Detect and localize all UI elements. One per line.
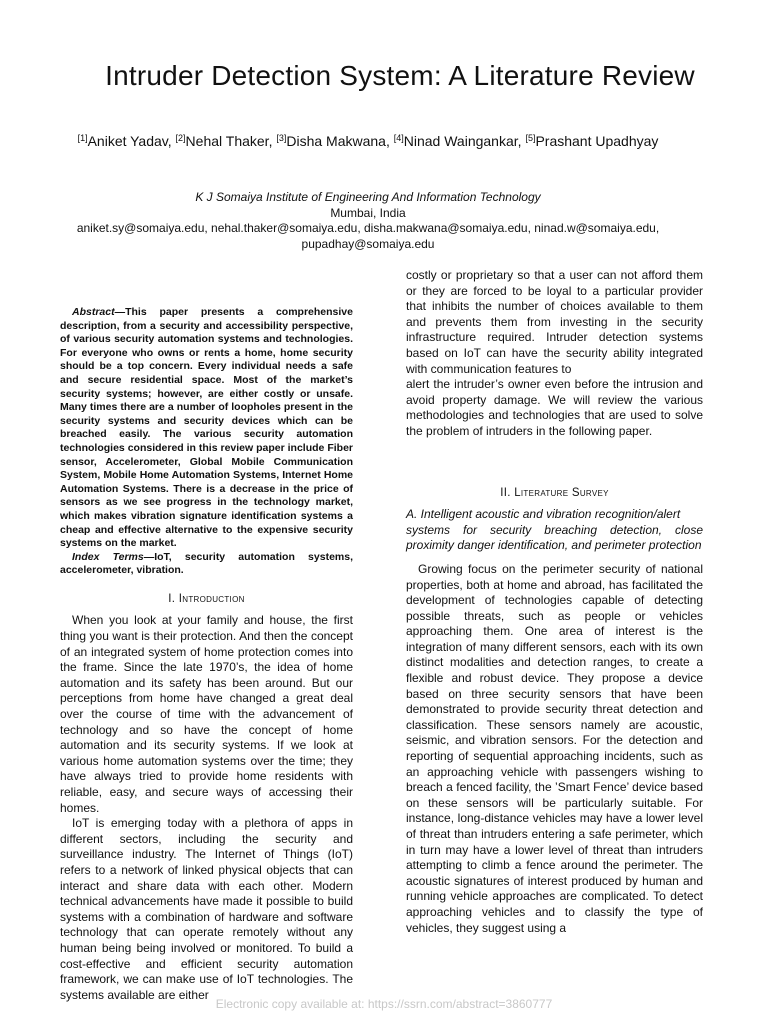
ssrn-footer-watermark: Electronic copy available at: https://ssrn.com/abstract=3860777 [215, 997, 553, 1011]
author-marker: [4] [393, 133, 404, 143]
index-terms-text: —IoT, security automation systems, accelerometer, vibration. [60, 550, 353, 577]
index-terms-label: Index Terms [72, 550, 144, 563]
author-name: Prashant Upadhyay [535, 133, 659, 149]
author-emails-line2: pupadhay@somaiya.edu [301, 236, 435, 251]
author-marker: [2] [175, 133, 186, 143]
section-heading-literature-survey: II. Literature Survey [500, 486, 609, 499]
author-name: Ninad Waingankar, [403, 133, 526, 149]
right-column [406, 268, 703, 936]
intro-continued-paragraph: costly or proprietary so that a user can not afford them or they are forced to be loyal to a particular provider that inhibits the number of choices available to them and prevents them from investing in the security infrastructure required. Intruder detection systems based on IoT can have the security ability integrated with communication features to [406, 268, 703, 376]
author-marker: [3] [276, 133, 287, 143]
intro-paragraph: When you look at your family and house, the first thing you want is their protection. And then the concept of an integrated system of home protection comes into the frame. Since the late 1970’s, the idea of home automation and its safety has been around. But our perceptions from home have changed a great deal over the course of time with the advancement of technology and so have the concept of home automation and its security systems. If we look at various home automation systems over the time; they have always tried to provide home residents with reliable, easy, and secure ways of accessing their homes. [60, 613, 353, 815]
intro-paragraph: IoT is emerging today with a plethora of apps in different sectors, including the security and surveillance industry. The Internet of Things (IoT) refers to a network of linked physical objects that can interact and share data with each other. Modern technical advancements have made it possible to build systems with a combination of hardware and software technology that can operate remotely without any human being being involved or monitored. To build a cost-effective and efficient security automation framework, we can make use of IoT technologies. The systems available are either [60, 816, 353, 1002]
author-emails-line1: aniket.sy@somaiya.edu, nehal.thaker@somaiya.edu, disha.makwana@somaiya.edu, ninad.w@somaiya.edu, [76, 221, 660, 235]
author-marker: [1] [77, 133, 88, 143]
institute-name: K J Somaiya Institute of Engineering And Information Technology [195, 190, 541, 204]
index-terms [60, 551, 353, 578]
subsection-heading: A. Intelligent acoustic and vibration recognition/alert [406, 507, 681, 522]
intro-continued-paragraph: alert the intruder’s owner even before the intrusion and avoid property damage. We will review the various methodologies and technologies that are used to solve the problem of intruders in the following paper. [406, 377, 703, 438]
affiliation-block [0, 190, 736, 252]
author-name: Aniket Yadav, [87, 133, 176, 149]
abstract-label: Abstract [72, 306, 115, 318]
section-heading-introduction: I. Introduction [168, 592, 245, 605]
abstract-block [60, 306, 353, 551]
subsection-heading-continued: systems for security breaching detection, close proximity danger identification, and perimeter protection [406, 522, 703, 553]
paper-title: Intruder Detection System: A Literature Review [105, 60, 695, 91]
left-column [60, 306, 353, 1003]
author-list [0, 133, 736, 149]
institute-location: Mumbai, India [330, 205, 406, 220]
author-name: Disha Makwana, [286, 133, 394, 149]
abstract-text: —This paper presents a comprehensive description, from a security and accessibility perspective, of various security automation systems and technologies. For everyone who owns or rents a home, home security should be a top concern. Every individual needs a safe and secure residential space. Most of the market’s security systems; however, are either costly or unsafe. Many times there are a number of loopholes present in the security systems and security devices which can be breached easily. The various security automation technologies considered in this review paper include Fiber sensor, Accelerometer, Global Mobile Communication System, Mobile Home Automation Systems, Internet Home Automation Systems. There is a decrease in the price of sensors as we see progress in the technology market, which makes vibration signature identification systems a cheap and effective alternative to the expensive security systems on the market. [60, 306, 353, 550]
literature-paragraph: Growing focus on the perimeter security of national properties, both at home and abroad, has facilitated the development of technologies capable of detecting possible threats, such as people or vehicles approaching them. One area of interest is the integration of many different sensors, each with its own distinct modalities and detection ranges, to create a flexible and robust device. They propose a device based on three security sensors that have been demonstrated to provide security threat detection and classification. These sensors namely are acoustic, seismic, and vibration sensors. For the detection and reporting of sequential approaching incidents, such as an approaching vehicle with passengers wishing to breach a fenced facility, the ’Smart Fence’ device based on these sensors will be particularly suitable. For instance, long-distance vehicles may have a lower level of threat than intruders entering a safe perimeter, which in turn may have a lower level of threat than intruders attempting to climb a fence around the perimeter. The acoustic signatures of interest produced by human and running vehicle approaches are complicated. To detect approaching vehicles and to classify the type of vehicles, they suggest using a [406, 561, 703, 935]
author-marker: [5] [525, 133, 536, 143]
author-name: Nehal Thaker, [185, 133, 277, 149]
